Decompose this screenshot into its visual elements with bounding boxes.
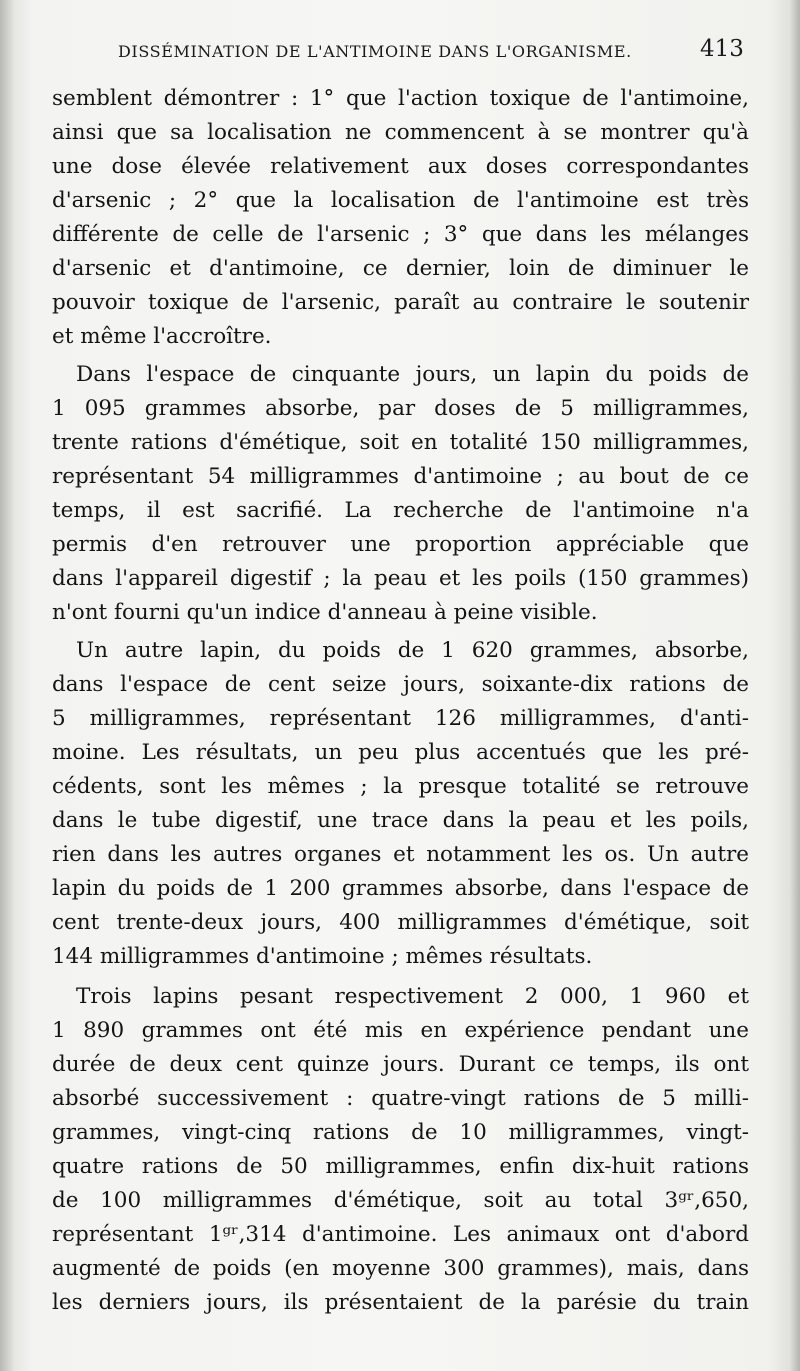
- paragraph-first-line: Trois lapins pesant respectivement 2 000, 1 960 et: [76, 984, 749, 1009]
- text-line: de 100 milligrammes d'émétique, soit au total 3ᵍʳ,650,: [52, 1188, 749, 1213]
- text-line: absorbé successivement : quatre-vingt rations de 5 milli-: [52, 1086, 749, 1111]
- text-line: d'arsenic ; 2° que la localisation de l'antimoine est très: [52, 188, 749, 213]
- text-line: cent trente-deux jours, 400 milligrammes d'émétique, soit: [52, 910, 749, 935]
- text-line: augmenté de poids (en moyenne 300 grammes), mais, dans: [52, 1256, 749, 1281]
- paragraph-first-line: Dans l'espace de cinquante jours, un lapin du poids de: [76, 362, 749, 387]
- text-line: n'ont fourni qu'un indice d'anneau à peine visible.: [52, 600, 598, 625]
- text-line: 1 890 grammes ont été mis en expérience pendant une: [52, 1018, 749, 1043]
- text-line: durée de deux cent quinze jours. Durant ce temps, ils ont: [52, 1052, 749, 1077]
- text-line: différente de celle de l'arsenic ; 3° que dans les mélanges: [52, 222, 749, 247]
- text-line: cédents, sont les mêmes ; la presque totalité se retrouve: [52, 774, 749, 799]
- text-line: trente rations d'émétique, soit en totalité 150 milligrammes,: [52, 430, 749, 455]
- text-line: lapin du poids de 1 200 grammes absorbe, dans l'espace de: [52, 876, 749, 901]
- text-line: temps, il est sacrifié. La recherche de l'antimoine n'a: [52, 498, 749, 523]
- text-line: permis d'en retrouver une proportion appréciable que: [52, 532, 749, 557]
- running-title: DISSÉMINATION DE L'ANTIMOINE DANS L'ORGANISME.: [118, 42, 632, 61]
- text-line: grammes, vingt-cinq rations de 10 milligrammes, vingt-: [52, 1120, 749, 1145]
- text-line: semblent démontrer : 1° que l'action toxique de l'antimoine,: [52, 86, 749, 111]
- text-line: les derniers jours, ils présentaient de la parésie du train: [52, 1290, 749, 1315]
- text-line: ainsi que sa localisation ne commencent à se montrer qu'à: [52, 120, 749, 145]
- text-line: quatre rations de 50 milligrammes, enfin dix-huit rations: [52, 1154, 749, 1179]
- page-header: [0, 36, 800, 76]
- text-line: représentant 1ᵍʳ,314 d'antimoine. Les animaux ont d'abord: [52, 1222, 749, 1247]
- text-line: représentant 54 milligrammes d'antimoine ; au bout de ce: [52, 464, 749, 489]
- page-number: 413: [700, 36, 744, 62]
- paragraph-first-line: Un autre lapin, du poids de 1 620 grammes, absorbe,: [76, 638, 749, 663]
- text-line: dans l'appareil digestif ; la peau et les poils (150 grammes): [52, 566, 749, 591]
- page-edge-shadow: [790, 0, 800, 1371]
- text-line: moine. Les résultats, un peu plus accentués que les pré-: [52, 740, 749, 765]
- text-line: dans l'espace de cent seize jours, soixante-dix rations de: [52, 672, 749, 697]
- page-gutter-shadow: [0, 0, 14, 1371]
- text-line: pouvoir toxique de l'arsenic, paraît au contraire le soutenir: [52, 290, 749, 315]
- text-line: 1 095 grammes absorbe, par doses de 5 milligrammes,: [52, 396, 749, 421]
- text-line: d'arsenic et d'antimoine, ce dernier, loin de diminuer le: [52, 256, 749, 281]
- text-line: une dose élevée relativement aux doses correspondantes: [52, 154, 749, 179]
- text-line: et même l'accroître.: [52, 324, 272, 349]
- text-line: 5 milligrammes, représentant 126 milligrammes, d'anti-: [52, 706, 749, 731]
- text-line: rien dans les autres organes et notamment les os. Un autre: [52, 842, 749, 867]
- text-line: 144 milligrammes d'antimoine ; mêmes résultats.: [52, 944, 593, 969]
- text-line: dans le tube digestif, une trace dans la peau et les poils,: [52, 808, 749, 833]
